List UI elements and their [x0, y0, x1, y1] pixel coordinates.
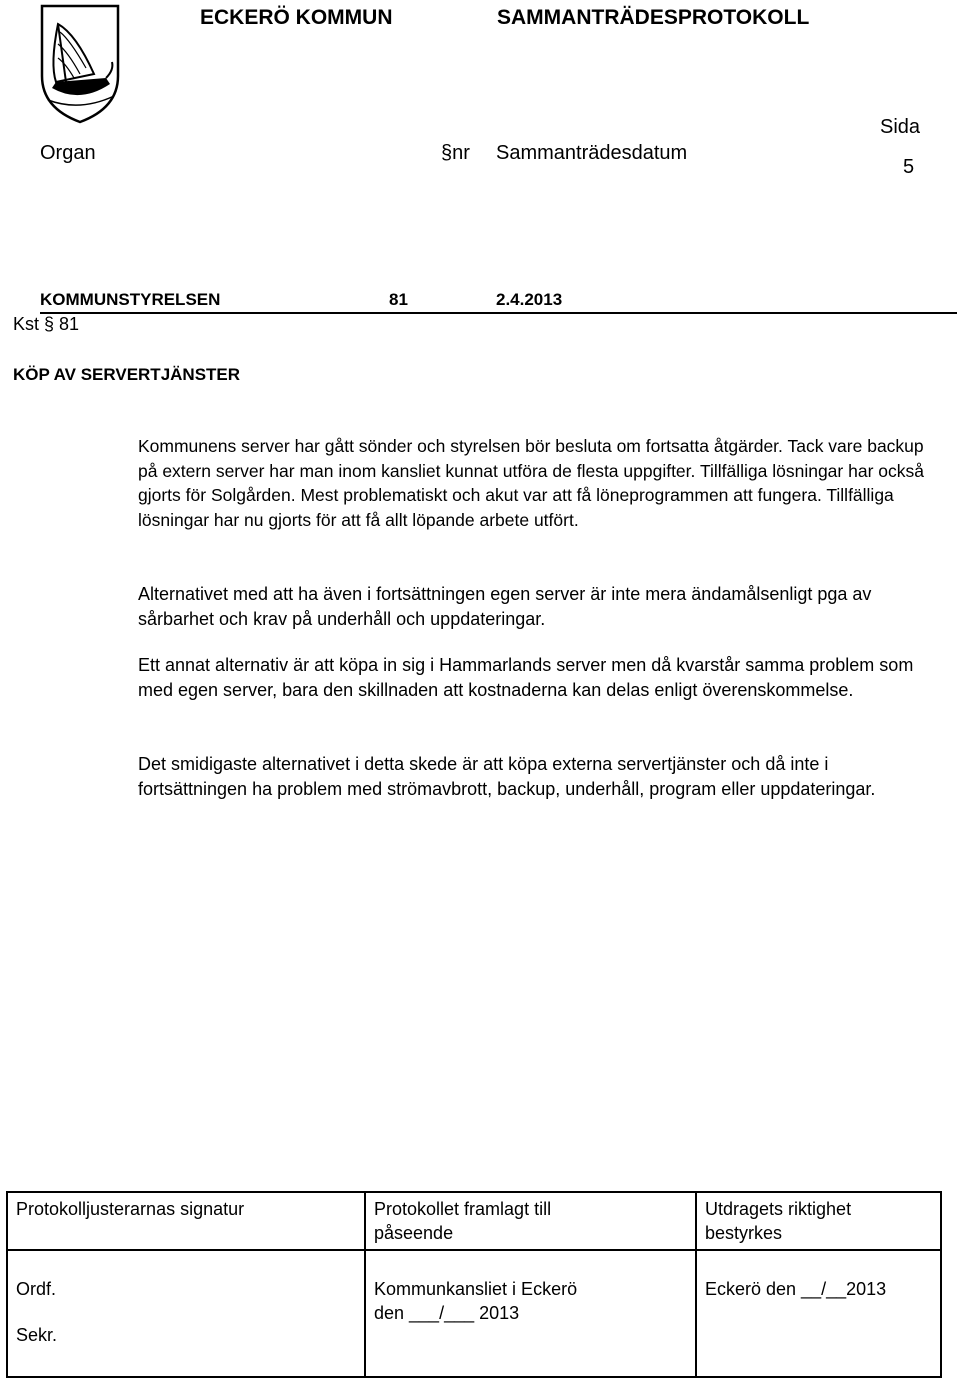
- organ-label: Organ: [40, 142, 96, 164]
- body-paragraph-2: Alternativet med att ha även i fortsättningen egen server är inte mera ändamålsenligt pga av sårbarhet och krav på underhåll och uppdateringar.: [138, 584, 872, 629]
- body-paragraph-4: Det smidigaste alternativet i detta skede är att köpa externa servertjänster och då inte i fortsättningen ha problem med strömavbrott, backup, underhåll, program eller uppdateringar.: [138, 754, 876, 799]
- header-divider: [40, 312, 957, 314]
- presented-header-line2: påseende: [374, 1223, 454, 1243]
- page-number: 5: [903, 156, 915, 178]
- certify-header-line1: Utdragets riktighet: [705, 1199, 852, 1219]
- secretary-label: Sekr.: [16, 1325, 58, 1345]
- presented-location: Kommunkansliet i Eckerö: [374, 1279, 578, 1299]
- presented-date: den ___/___ 2013: [374, 1303, 520, 1323]
- certify-header-cell: [696, 1192, 941, 1250]
- body-paragraph-3: Ett annat alternativ är att köpa in sig i Hammarlands server men då kvarstår samma problem som med egen server, bara den skillnaden att kostnaderna kan delas enligt överenskommelse.: [138, 655, 914, 700]
- nr-label: §nr: [441, 142, 470, 164]
- signature-header: Protokolljusterarnas signatur: [16, 1199, 245, 1219]
- chairman-label: Ordf.: [16, 1279, 57, 1299]
- page-label: Sida: [880, 116, 921, 138]
- certify-header-line2: bestyrkes: [705, 1223, 783, 1243]
- signatures-cell: [7, 1250, 365, 1377]
- signature-header-cell: [7, 1192, 365, 1250]
- document-type-title: SAMMANTRÄDESPROTOKOLL: [497, 6, 810, 29]
- signature-table: [6, 1191, 942, 1378]
- presented-cell: [365, 1250, 696, 1377]
- presented-header-cell: [365, 1192, 696, 1250]
- presented-header-line1: Protokollet framlagt till: [374, 1199, 552, 1219]
- meeting-number: 81: [389, 290, 408, 309]
- meeting-date: 2.4.2013: [496, 290, 563, 309]
- meeting-organ: KOMMUNSTYRELSEN: [40, 290, 221, 309]
- viking-ship-crest-icon: [36, 4, 124, 124]
- section-reference: Kst § 81: [13, 314, 80, 334]
- certify-date: Eckerö den __/__2013: [705, 1279, 887, 1299]
- municipality-name: ECKERÖ KOMMUN: [200, 6, 393, 29]
- body-paragraph-1: Kommunens server har gått sönder och styrelsen bör besluta om fortsatta åtgärder. Tack vare backup på extern server har man inom kansliet kunnat utföra de flesta uppgifter. Tillfälliga lösningar har också gjorts för Solgården. Mest problematiskt och akut var att få löneprogrammen att fungera. Tillfälliga lösningar har nu gjorts för att få allt löpande arbete utfört.: [138, 436, 924, 530]
- date-label: Sammanträdesdatum: [496, 142, 688, 164]
- certify-cell: [696, 1250, 941, 1377]
- section-heading: KÖP AV SERVERTJÄNSTER: [13, 365, 241, 384]
